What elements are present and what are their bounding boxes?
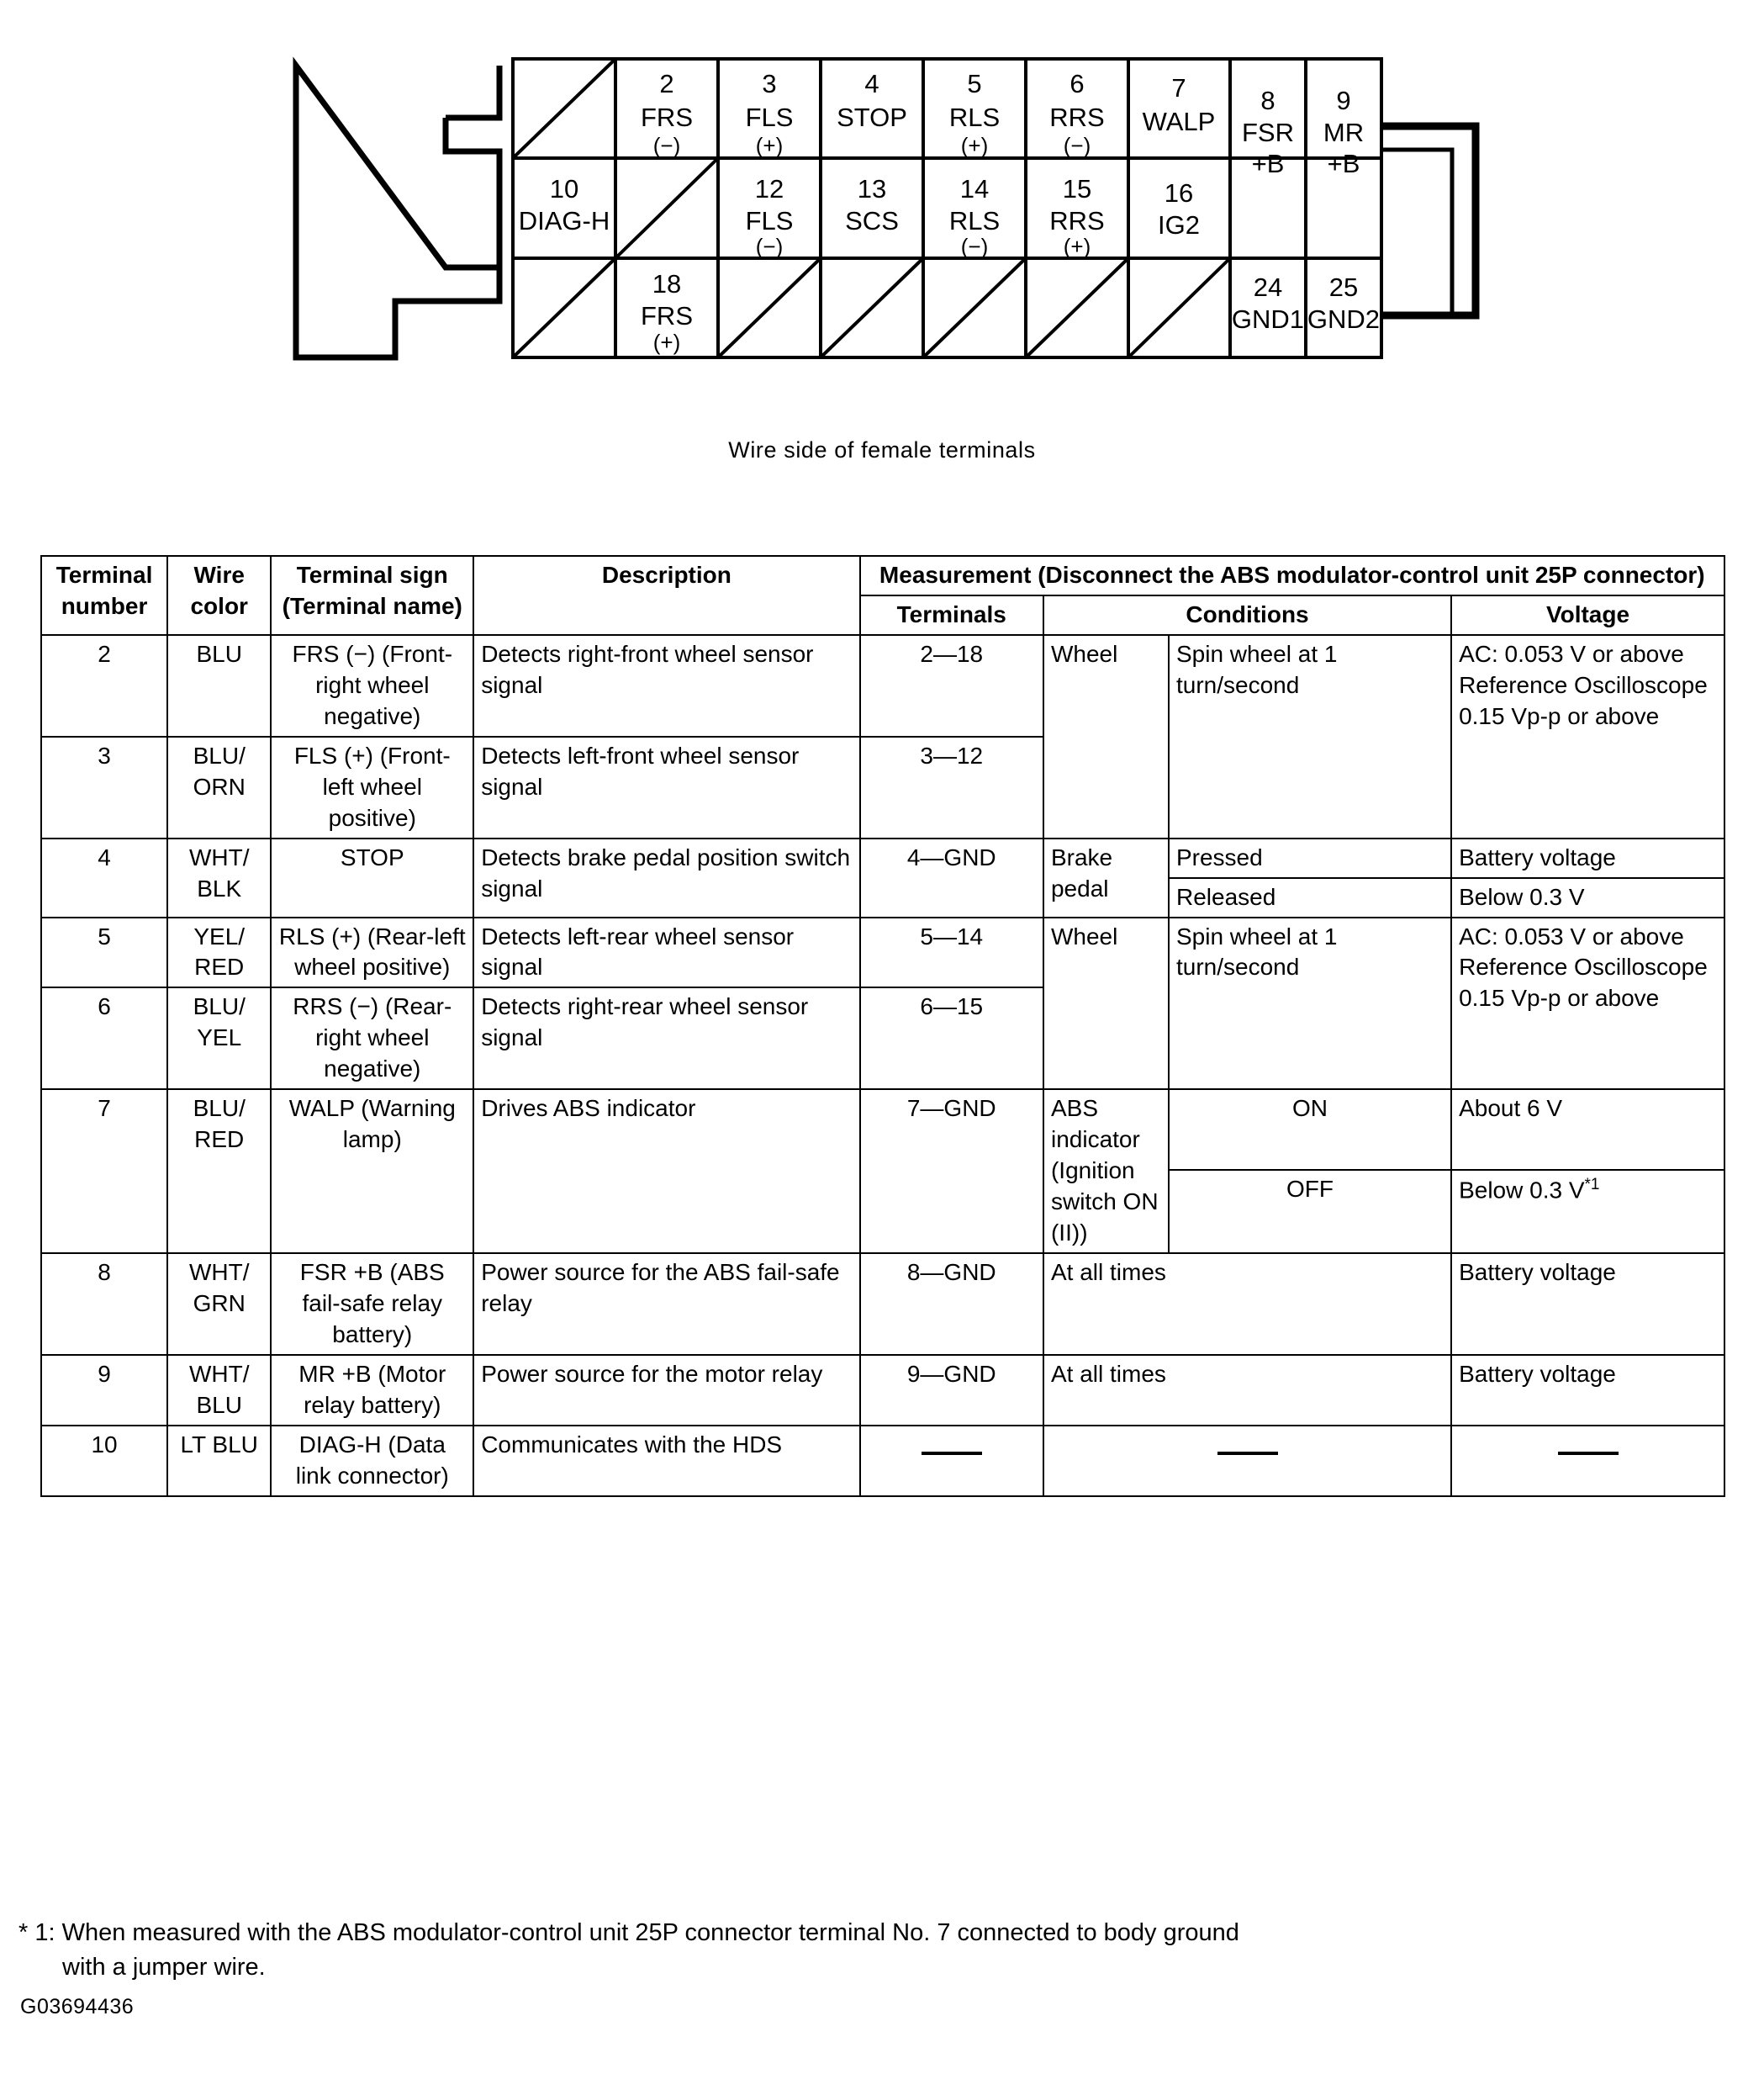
pin-number-5: 5 <box>967 69 982 98</box>
header-measurement: Measurement (Disconnect the ABS modulator-control unit 25P connector) <box>860 556 1724 595</box>
pin-polarity-6: (−) <box>1063 133 1091 158</box>
cell-terminal-number: 6 <box>41 987 167 1089</box>
header-terminals: Terminals <box>860 595 1043 635</box>
connector-diagram-svg <box>0 0 1764 395</box>
cell-terminal-number: 8 <box>41 1253 167 1355</box>
cell-terminal-sign: STOP <box>271 839 473 918</box>
blank-diagonal-r3c3 <box>718 258 821 357</box>
pin-polarity-14: (−) <box>960 234 989 259</box>
cell-wire-color: LT BLU <box>167 1426 271 1496</box>
cell-terminals: 8—GND <box>860 1253 1043 1355</box>
pin-sign-16: IG2 <box>1158 210 1200 240</box>
table-row <box>41 1426 1724 1496</box>
cell-description: Detects right-rear wheel sensor signal <box>473 987 859 1089</box>
cell-condition-detail: Spin wheel at 1 turn/second <box>1169 635 1451 839</box>
cell-voltage <box>1451 1426 1724 1496</box>
pin-sign-6: RRS <box>1049 103 1105 132</box>
cell-condition-state: ON <box>1169 1089 1451 1170</box>
header-conditions: Conditions <box>1043 595 1451 635</box>
cell-description: Drives ABS indicator <box>473 1089 859 1253</box>
cell-terminal-sign: WALP (Warning lamp) <box>271 1089 473 1253</box>
footnote-line-1: * 1: When measured with the ABS modulator-control unit 25P connector terminal No. 7 connected to body ground <box>18 1919 1239 1946</box>
cell-condition-subject: Wheel <box>1043 635 1169 839</box>
cell-terminal-sign: RRS (−) (Rear-right wheel negative) <box>271 987 473 1089</box>
blank-diagonal-r3c1 <box>513 258 615 357</box>
cell-wire-color: YEL/ RED <box>167 918 271 988</box>
pin-sign-15: RRS <box>1049 206 1105 235</box>
pin-number-3: 3 <box>762 69 777 98</box>
cell-terminal-sign: MR +B (Motor relay battery) <box>271 1355 473 1426</box>
cell-condition-subject: At all times <box>1043 1253 1451 1355</box>
cell-description: Communicates with the HDS <box>473 1426 859 1496</box>
connector-left-wedge <box>296 66 499 357</box>
cell-condition-subject <box>1043 1426 1451 1496</box>
cell-voltage: Battery voltage <box>1451 1253 1724 1355</box>
pin-suffix-9: +B <box>1327 149 1360 178</box>
pinout-table <box>40 555 1725 1497</box>
cell-voltage: Battery voltage <box>1451 839 1724 878</box>
voltage-text: Below 0.3 V <box>1459 1177 1585 1204</box>
pin-number-2: 2 <box>659 69 674 98</box>
header-description: Description <box>473 556 859 635</box>
pin-number-16: 16 <box>1164 178 1194 208</box>
cell-terminals: 3—12 <box>860 737 1043 839</box>
cell-description: Power source for the ABS fail-safe relay <box>473 1253 859 1355</box>
pin-number-15: 15 <box>1062 174 1092 204</box>
pin-number-4: 4 <box>864 69 879 98</box>
pin-polarity-12: (−) <box>755 234 784 259</box>
cell-wire-color: BLU/ ORN <box>167 737 271 839</box>
pin-number-25: 25 <box>1328 272 1359 302</box>
cell-terminal-number: 2 <box>41 635 167 737</box>
cell-terminal-number: 5 <box>41 918 167 988</box>
pin-sign-12: FLS <box>745 206 794 235</box>
cell-terminal-number: 9 <box>41 1355 167 1426</box>
pin-number-6: 6 <box>1069 69 1085 98</box>
cell-terminals: 9—GND <box>860 1355 1043 1426</box>
header-voltage: Voltage <box>1451 595 1724 635</box>
connector-diagram <box>0 0 1764 395</box>
cell-voltage <box>1451 1089 1724 1170</box>
pin-number-14: 14 <box>959 174 990 204</box>
cell-condition-state: Pressed <box>1169 839 1451 878</box>
table-row <box>41 918 1724 988</box>
blank-diagonal-r3c5 <box>923 258 1026 357</box>
cell-description: Detects left-rear wheel sensor signal <box>473 918 859 988</box>
connector-latch-outer <box>1381 126 1476 315</box>
cell-wire-color: WHT/ BLK <box>167 839 271 918</box>
dash-icon <box>922 1452 982 1455</box>
cell-condition-subject: Brake pedal <box>1043 839 1169 918</box>
connector-latch-inner <box>1381 150 1452 315</box>
cell-voltage: Battery voltage <box>1451 1355 1724 1426</box>
pin-sign-24: GND1 <box>1231 304 1305 334</box>
cell-wire-color: WHT/ BLU <box>167 1355 271 1426</box>
pin-number-10: 10 <box>549 174 579 204</box>
pin-sign-4: STOP <box>837 103 907 132</box>
cell-condition-state: OFF <box>1169 1170 1451 1253</box>
cell-terminals: 6—15 <box>860 987 1043 1089</box>
cell-condition-subject: Wheel <box>1043 918 1169 1090</box>
header-terminal-number: Terminal number <box>41 556 167 635</box>
pin-suffix-8: +B <box>1251 149 1285 178</box>
pin-sign-13: SCS <box>845 206 899 235</box>
pin-sign-5: RLS <box>948 103 1001 132</box>
cell-terminal-number: 10 <box>41 1426 167 1496</box>
table-row <box>41 1089 1724 1170</box>
table-row <box>41 1253 1724 1355</box>
voltage-text: About 6 V <box>1459 1095 1563 1122</box>
pin-sign-3: FLS <box>745 103 794 132</box>
cell-terminal-number: 7 <box>41 1089 167 1253</box>
blank-diagonal-r3c4 <box>821 258 923 357</box>
pin-polarity-5: (+) <box>960 133 989 158</box>
pin-polarity-15: (+) <box>1063 234 1091 259</box>
cell-wire-color: WHT/ GRN <box>167 1253 271 1355</box>
cell-terminal-sign: DIAG-H (Data link connector) <box>271 1426 473 1496</box>
footnote <box>18 1916 1734 1985</box>
cell-terminals <box>860 1426 1043 1496</box>
cell-condition-detail: Spin wheel at 1 turn/second <box>1169 918 1451 1090</box>
pin-number-12: 12 <box>754 174 784 204</box>
dash-icon <box>1558 1452 1619 1455</box>
blank-diagonal-r3c7 <box>1128 258 1230 357</box>
cell-terminals: 4—GND <box>860 839 1043 918</box>
cell-terminal-number: 4 <box>41 839 167 918</box>
cell-condition-subject: ABS indicator (Ignition switch ON (II)) <box>1043 1089 1169 1253</box>
pin-polarity-3: (+) <box>755 133 784 158</box>
cell-condition-state: Released <box>1169 878 1451 918</box>
pin-polarity-18: (+) <box>652 330 681 355</box>
pin-number-13: 13 <box>857 174 887 204</box>
pin-sign-7: WALP <box>1142 107 1216 136</box>
cell-description: Detects left-front wheel sensor signal <box>473 737 859 839</box>
table-row <box>41 635 1724 737</box>
cell-description: Detects brake pedal position switch signal <box>473 839 859 918</box>
cell-voltage: AC: 0.053 V or above Reference Oscilloscope 0.15 Vp-p or above <box>1451 918 1724 1090</box>
pin-sign-9: MR <box>1323 118 1365 147</box>
footnote-marker: *1 <box>1584 1176 1600 1194</box>
connector-left-step <box>446 118 499 267</box>
cell-terminal-sign: RLS (+) (Rear-left wheel positive) <box>271 918 473 988</box>
connector-left-step-upper <box>446 66 499 118</box>
pin-number-24: 24 <box>1253 272 1283 302</box>
cell-terminal-sign: FSR +B (ABS fail-safe relay battery) <box>271 1253 473 1355</box>
pin-sign-10: DIAG-H <box>518 206 610 235</box>
header-wire-color: Wire color <box>167 556 271 635</box>
table-row <box>41 1355 1724 1426</box>
cell-description: Power source for the motor relay <box>473 1355 859 1426</box>
pin-polarity-2: (−) <box>652 133 681 158</box>
cell-terminals: 2—18 <box>860 635 1043 737</box>
pin-sign-25: GND2 <box>1307 304 1381 334</box>
cell-terminal-sign: FLS (+) (Front-left wheel positive) <box>271 737 473 839</box>
cell-terminals: 5—14 <box>860 918 1043 988</box>
cell-voltage: AC: 0.053 V or above Reference Oscilloscope 0.15 Vp-p or above <box>1451 635 1724 839</box>
cell-wire-color: BLU/ RED <box>167 1089 271 1253</box>
header-terminal-sign: Terminal sign (Terminal name) <box>271 556 473 635</box>
pin-sign-2: FRS <box>641 103 693 132</box>
cell-terminals: 7—GND <box>860 1089 1043 1253</box>
cell-voltage <box>1451 1170 1724 1253</box>
cell-wire-color: BLU <box>167 635 271 737</box>
blank-diagonal-r2c2 <box>615 158 718 258</box>
cell-description: Detects right-front wheel sensor signal <box>473 635 859 737</box>
cell-terminal-number: 3 <box>41 737 167 839</box>
document-code: G03694436 <box>20 1995 135 2018</box>
blank-diagonal-r3c6 <box>1026 258 1128 357</box>
pin-number-18: 18 <box>652 269 682 299</box>
connector-caption: Wire side of female terminals <box>728 437 1036 463</box>
cell-wire-color: BLU/ YEL <box>167 987 271 1089</box>
pin-number-9: 9 <box>1336 86 1351 115</box>
footnote-line-2: with a jumper wire. <box>62 1954 266 1981</box>
pin-number-7: 7 <box>1171 73 1186 103</box>
cell-terminal-sign: FRS (−) (Front-right wheel negative) <box>271 635 473 737</box>
dash-icon <box>1217 1452 1278 1455</box>
pin-sign-14: RLS <box>948 206 1001 235</box>
table-row <box>41 839 1724 878</box>
table-header-row-1 <box>41 556 1724 595</box>
cell-voltage: Below 0.3 V <box>1451 878 1724 918</box>
blank-diagonal-r1c1 <box>513 59 615 158</box>
cell-condition-subject: At all times <box>1043 1355 1451 1426</box>
pin-sign-18: FRS <box>641 301 693 331</box>
pin-number-8: 8 <box>1260 86 1275 115</box>
pin-sign-8: FSR <box>1242 118 1294 147</box>
